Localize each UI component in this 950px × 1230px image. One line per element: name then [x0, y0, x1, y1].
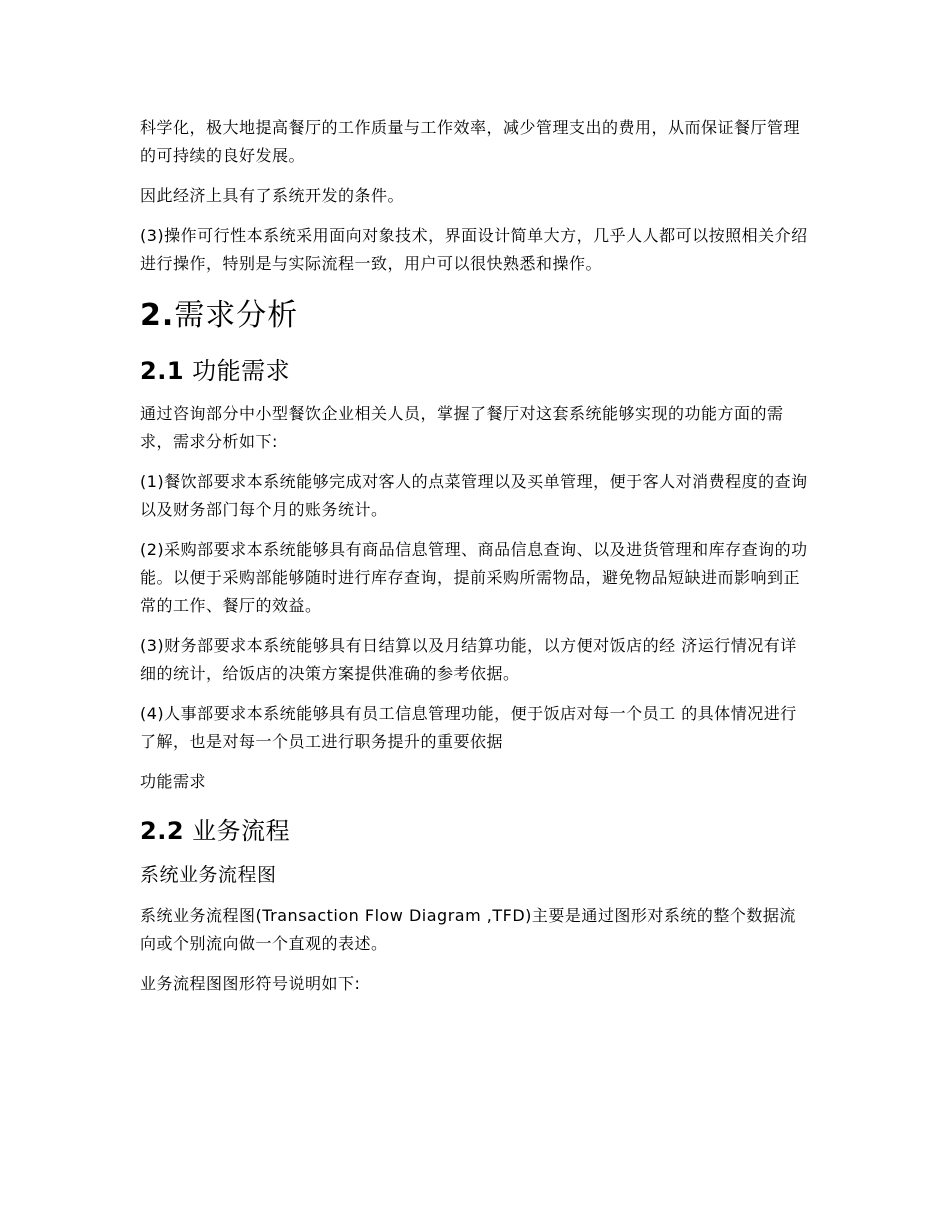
heading-text: 需求分析	[174, 298, 299, 333]
heading-text: 业务流程	[192, 817, 291, 845]
heading-number: 2.1	[140, 357, 185, 385]
subheading-system-flow-chart: 系统业务流程图	[140, 864, 277, 886]
intro-paragraph-1: 科学化，极大地提高餐厅的工作质量与工作效率，减少管理支出的费用，从而保证餐厅管理的可持续的良好发展。	[140, 118, 801, 165]
intro-paragraph-2: 因此经济上具有了系统开发的条件。	[140, 186, 405, 205]
heading-requirements-analysis	[140, 296, 812, 336]
heading-business-process	[140, 814, 812, 848]
intro-paragraph-3: (3)操作可行性本系统采用面向对象技术，界面设计简单大方，几乎人人都可以按照相关介绍进行操作，特别是与实际流程一致，用户可以很快熟悉和操作。	[140, 226, 808, 273]
section-2-paragraph-2: 业务流程图图形符号说明如下:	[140, 974, 361, 993]
section-1-paragraph-1: 通过咨询部分中小型餐饮企业相关人员，掌握了餐厅对这套系统能够实现的功能方面的需求，需求分析如下:	[140, 404, 784, 451]
section-2-paragraph-1: 系统业务流程图(Transaction Flow Diagram ,TFD)主要是通过图形对系统的整个数据流向或个别流向做一个直观的表述。	[140, 906, 796, 953]
section-1-paragraph-2: (1)餐饮部要求本系统能够完成对客人的点菜管理以及买单管理，便于客人对消费程度的查询以及财务部门每个月的账务统计。	[140, 472, 808, 519]
section-1-paragraph-6: 功能需求	[140, 772, 207, 791]
section-1-paragraph-5: (4)人事部要求本系统能够具有员工信息管理功能，便于饭店对每一个员工 的具体情况进行了解，也是对每一个员工进行职务提升的重要依据	[140, 704, 797, 751]
section-1-paragraph-3: (2)采购部要求本系统能够具有商品信息管理、商品信息查询、以及进货管理和库存查询的功能。以便于采购部能够随时进行库存查询，提前采购所需物品，避免物品短缺进而影响到正常的工作、餐厅的效益。	[140, 540, 808, 615]
heading-text: 功能需求	[192, 357, 291, 385]
heading-number: 2.	[140, 298, 175, 333]
document-page	[140, 114, 812, 998]
section-1-paragraph-4: (3)财务部要求本系统能够具有日结算以及月结算功能，以方便对饭店的经 济运行情况有详细的统计，给饭店的决策方案提供准确的参考依据。	[140, 636, 797, 683]
heading-functional-requirements	[140, 354, 812, 388]
heading-number: 2.2	[140, 817, 185, 845]
